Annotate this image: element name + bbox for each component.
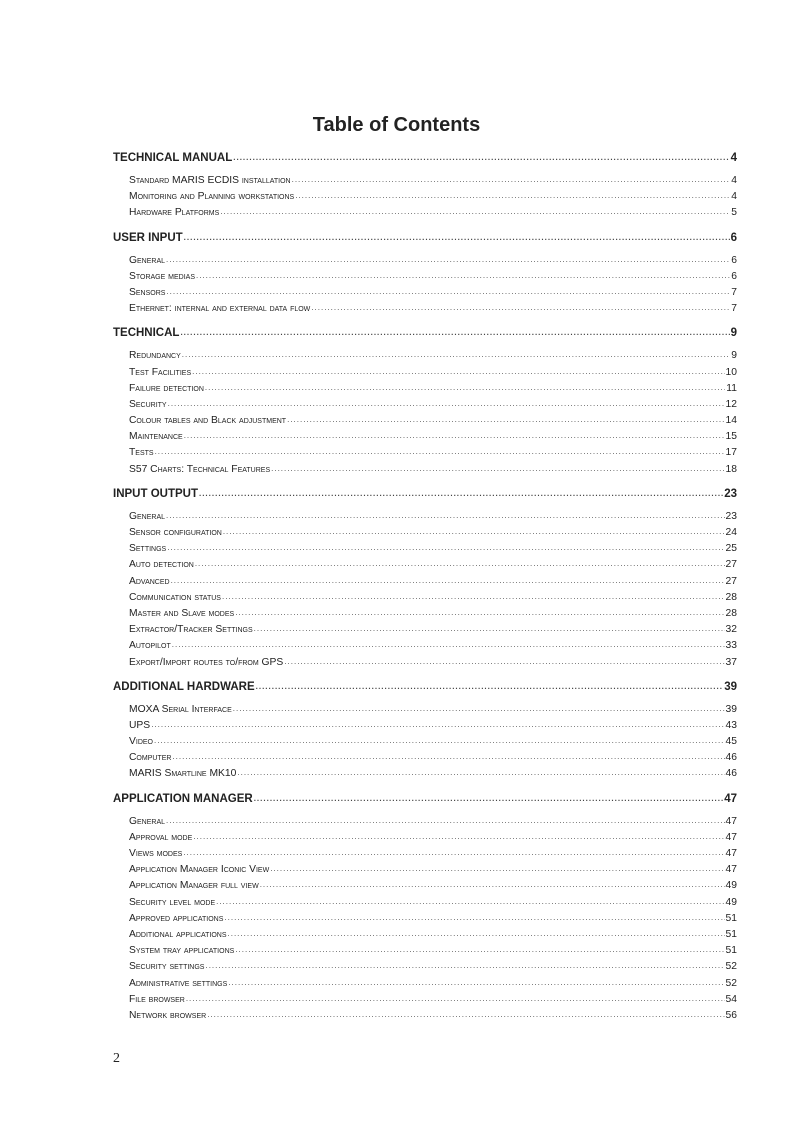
toc-page-number: 25 [725,543,737,555]
toc-entry-row[interactable] [113,590,737,606]
page-title: Table of Contents [312,114,481,136]
toc-entry-row[interactable] [113,992,737,1008]
toc-entry-label: Application Manager full view [129,880,259,892]
toc-entry-row[interactable] [113,734,737,750]
toc-section-row[interactable] [113,149,737,167]
toc-entry-label: Views modes [129,848,183,859]
toc-entry-label: Redundancy [129,350,181,362]
dot-leader [193,829,724,845]
dot-leader [155,444,725,460]
toc-entry-label: Master and Slave modes [129,607,235,619]
toc-page-number: 28 [725,607,737,619]
toc-page-number: 49 [725,896,737,908]
toc-entry-row[interactable] [113,606,737,622]
toc-page-number: 37 [725,656,737,668]
toc-entry-label: MOXA Serial Interface [129,703,232,715]
toc-entry-label: S57 Charts: Technical Features [129,463,271,475]
toc-entry-label: Tests [129,447,154,459]
toc-entry-label: Security [129,398,167,410]
dot-leader [205,958,724,974]
dot-leader [260,877,725,893]
dot-leader [235,942,724,958]
toc-entry-row[interactable] [113,702,737,718]
dot-leader [166,508,725,524]
toc-page-number: 47 [725,815,737,827]
toc-page-number: 10 [725,366,737,378]
dot-leader [195,556,725,572]
dot-leader [228,926,725,942]
toc-entry-row[interactable] [113,413,737,429]
dot-leader [237,765,724,781]
dot-leader [311,300,730,316]
toc-entry-row[interactable] [113,381,737,397]
toc-entry-row[interactable] [113,911,737,927]
toc-page-number: 27 [725,575,737,587]
toc-entry-label: MARIS Smartline MK10 [129,768,237,780]
dot-leader [184,428,725,444]
toc-page-number: 27 [725,559,737,571]
toc-page-number: 47 [725,864,737,876]
toc-section-label: TECHNICAL MANUAL [113,152,233,164]
toc-entry-row[interactable] [113,574,737,590]
toc-page-number: 18 [725,463,737,475]
toc-entry-row[interactable] [113,205,737,221]
toc-entry-row[interactable] [113,959,737,975]
toc-page-number: 9 [730,327,737,340]
toc-page-number: 14 [725,415,737,427]
toc-page-number: 51 [725,945,737,957]
toc-section-row[interactable] [113,678,737,696]
toc-section-label: TECHNICAL [113,327,180,340]
dot-leader [254,790,724,808]
dot-leader [166,813,725,829]
dot-leader [271,461,724,477]
toc-entry-row[interactable] [113,462,737,478]
toc-entry-row[interactable] [113,846,737,862]
toc-page-number: 45 [725,736,737,748]
dot-leader [235,605,724,621]
toc-entry-row[interactable] [113,253,737,269]
dot-leader [228,975,724,991]
toc-entry-label: Extractor/Tracker Settings [129,624,253,636]
toc-entry-label: Ethernet: internal and external data flow [129,303,311,315]
toc-entry-label: Security level mode [129,896,216,908]
toc-section-label: ADDITIONAL HARDWARE [113,680,255,693]
dot-leader [220,204,730,220]
dot-leader [182,347,730,363]
toc-entry-row[interactable] [113,718,737,734]
toc-entry-label: Network browser [129,1009,207,1021]
toc-page-number: 39 [725,703,737,715]
toc-section-label: APPLICATION MANAGER [113,792,253,805]
toc-entry-label: Approved applications [129,912,224,924]
toc-page-number: 47 [725,831,737,843]
toc-page-number: 5 [731,207,737,219]
toc-page-number: 11 [726,382,737,394]
toc-entry-row[interactable] [113,976,737,992]
toc-entry-row[interactable] [113,509,737,525]
toc-page-number: 46 [725,752,737,764]
toc-entry-label: File browser [129,993,185,1005]
dot-leader [167,540,724,556]
toc-page-number: 23 [725,510,737,522]
toc-page-number: 4 [731,191,737,203]
toc-entry-label: General [129,510,166,522]
toc-section-label: USER INPUT [113,231,183,244]
toc-entry-label: Approval mode [129,831,193,843]
toc-page-number: 4 [730,152,737,164]
toc-entry-row[interactable] [113,1008,737,1024]
toc-entry-row[interactable] [113,878,737,894]
dot-leader [222,589,725,605]
dot-leader [256,678,724,696]
toc-page-number: 46 [725,768,737,780]
toc-entry-row[interactable] [113,927,737,943]
toc-entry-row[interactable] [113,830,737,846]
dot-leader [166,284,730,300]
toc-entry-label: Sensor configuration [129,527,222,538]
toc-entry-label: Export/Import routes to/from GPS [129,656,284,668]
dot-leader [196,268,730,284]
toc-entry-row[interactable] [113,525,737,541]
toc-page-number: 47 [724,792,737,805]
toc-entry-row[interactable] [113,943,737,959]
toc-entry-row[interactable] [113,557,737,573]
toc-entry-label: UPS [129,719,151,731]
toc-entry-label: Failure detection [129,382,204,394]
toc-page-number: 7 [731,303,737,315]
table-of-contents [113,149,737,1024]
dot-leader [295,188,730,204]
toc-entry-label: Monitoring and Planning workstations [129,191,295,203]
dot-leader [172,637,725,653]
toc-entry-row[interactable] [113,895,737,911]
toc-entry-row[interactable] [113,655,737,671]
dot-leader [183,845,724,861]
toc-page-number: 24 [725,527,737,538]
toc-entry-label: Security settings [129,961,205,973]
toc-entry-label: Hardware Platforms [129,207,220,219]
toc-entry-label: Communication status [129,591,221,603]
dot-leader [168,396,725,412]
dot-leader [254,621,725,637]
page-number: 2 [113,1051,120,1066]
toc-page-number: 6 [731,254,737,266]
toc-entry-row[interactable] [113,285,737,301]
toc-entry-label: System tray applications [129,945,235,957]
toc-entry-label: Video [129,736,153,748]
toc-section-label: INPUT OUTPUT [113,487,198,500]
toc-entry-row[interactable] [113,766,737,782]
toc-entry-row[interactable] [113,365,737,381]
toc-page-number: 51 [725,912,737,924]
toc-page-number: 39 [724,680,737,693]
toc-entry-label: General [129,254,166,266]
dot-leader [184,229,730,247]
toc-page-number: 28 [725,591,737,603]
dot-leader [216,894,724,910]
toc-entry-label: General [129,815,166,827]
toc-entry-label: Auto detection [129,559,194,571]
dot-leader [233,701,725,717]
toc-entry-row[interactable] [113,750,737,766]
toc-page-number: 6 [731,270,737,282]
toc-entry-row[interactable] [113,397,737,413]
toc-entry-row[interactable] [113,269,737,285]
toc-entry-row[interactable] [113,638,737,654]
toc-page-number: 9 [731,350,737,362]
toc-page-number: 52 [725,961,737,973]
dot-leader [284,654,724,670]
dot-leader [223,524,725,540]
toc-page-number: 7 [731,286,737,298]
toc-entry-label: Autopilot [129,640,171,652]
toc-section-row[interactable] [113,790,737,808]
toc-entry-row[interactable] [113,348,737,364]
toc-entry-row[interactable] [113,862,737,878]
toc-page-number: 17 [725,447,737,459]
toc-page-number: 12 [725,398,737,410]
toc-page-number: 6 [730,231,737,244]
dot-leader [192,364,724,380]
toc-page-number: 4 [731,175,737,186]
toc-entry-row[interactable] [113,429,737,445]
toc-page-number: 56 [725,1009,737,1021]
toc-entry-row[interactable] [113,541,737,557]
toc-entry-label: Administrative settings [129,977,228,989]
toc-entry-label: Application Manager Iconic View [129,864,270,876]
toc-entry-label: Settings [129,543,167,555]
toc-entry-label: Storage medias [129,270,195,282]
toc-page-number: 15 [725,431,737,443]
dot-leader [171,573,725,589]
dot-leader [172,749,724,765]
toc-page-number: 54 [725,993,737,1005]
dot-leader [224,910,724,926]
toc-entry-label: Test Facilities [129,366,192,378]
toc-page-number: 23 [724,487,737,500]
dot-leader [166,252,730,268]
toc-entry-label: Computer [129,752,172,764]
toc-page-number: 51 [725,928,737,940]
toc-entry-label: Advanced [129,575,170,587]
dot-leader [186,991,725,1007]
toc-entry-row[interactable] [113,445,737,461]
toc-entry-label: Maintenance [129,431,183,443]
toc-page-number: 33 [725,640,737,652]
toc-entry-label: Standard MARIS ECDIS installation [129,175,291,186]
toc-page-number: 49 [725,880,737,892]
toc-section-row[interactable] [113,229,737,247]
toc-page-number: 43 [725,719,737,731]
toc-page-number: 47 [725,848,737,859]
dot-leader [154,733,725,749]
dot-leader [292,172,731,188]
dot-leader [180,324,729,342]
dot-leader [199,485,723,503]
toc-page-number: 52 [725,977,737,989]
toc-entry-row[interactable] [113,173,737,189]
dot-leader [207,1007,724,1023]
toc-entry-label: Sensors [129,286,166,298]
dot-leader [233,149,729,167]
toc-entry-row[interactable] [113,189,737,205]
toc-entry-row[interactable] [113,814,737,830]
toc-section-row[interactable] [113,324,737,342]
dot-leader [270,861,724,877]
dot-leader [287,412,724,428]
toc-page-number: 32 [725,624,737,636]
toc-section-row[interactable] [113,485,737,503]
toc-entry-row[interactable] [113,622,737,638]
toc-entry-label: Additional applications [129,928,227,940]
dot-leader [205,380,725,396]
toc-entry-row[interactable] [113,301,737,317]
toc-entry-label: Colour tables and Black adjustment [129,415,287,427]
dot-leader [151,717,724,733]
